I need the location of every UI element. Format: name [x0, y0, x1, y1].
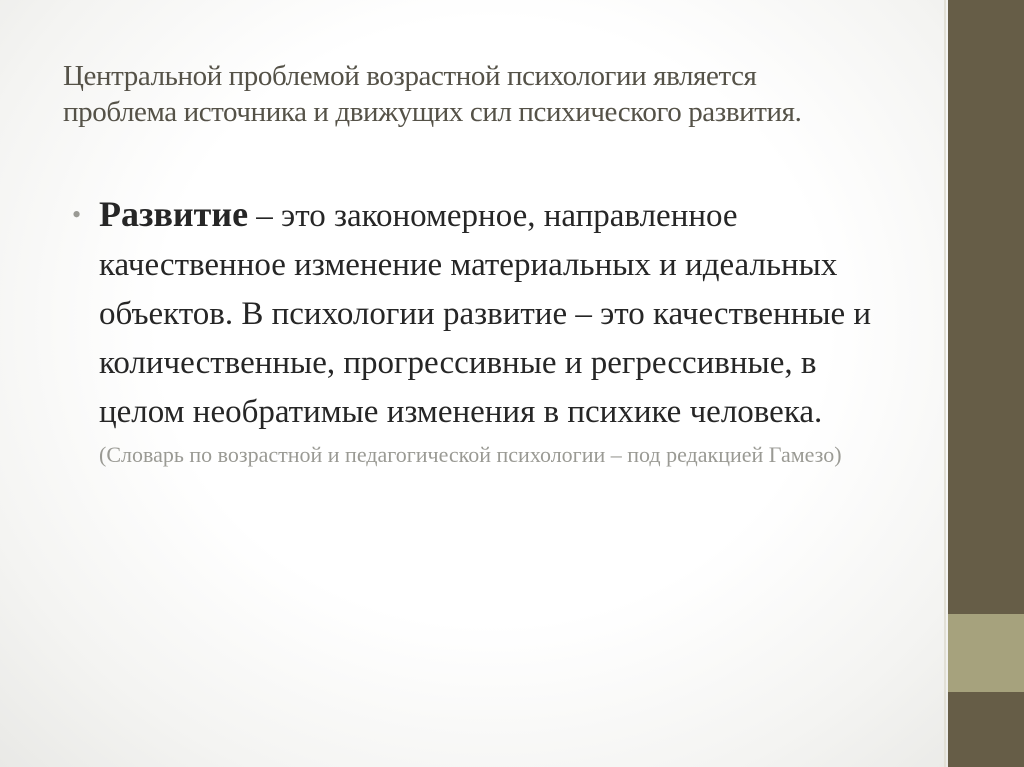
bullet-text	[99, 190, 899, 471]
slide-title	[63, 58, 923, 130]
sidebar-dark-block-top	[948, 0, 1024, 614]
slide-title-line-2: проблема источника и движущих сил психического развития.	[63, 96, 802, 128]
source-citation: (Словарь по возрастной и педагогической психологии – под редакцией Гамезо)	[99, 442, 842, 467]
term-definition: – это закономерное, направленное качественное изменение материальных и идеальных объектов. В психологии развитие – это качественные и количественные, прогрессивные и регрессивные, в целом необратимые изменения в психике человека.	[99, 198, 872, 430]
slide-title-line-1: Центральной проблемой возрастной психологии является	[63, 60, 757, 92]
term-highlight: Развитие	[99, 194, 249, 234]
sidebar-dark-block-bottom	[948, 692, 1024, 767]
slide-edge-line	[944, 0, 946, 767]
bullet-marker: •	[72, 200, 82, 229]
sidebar-light-block	[948, 614, 1024, 692]
